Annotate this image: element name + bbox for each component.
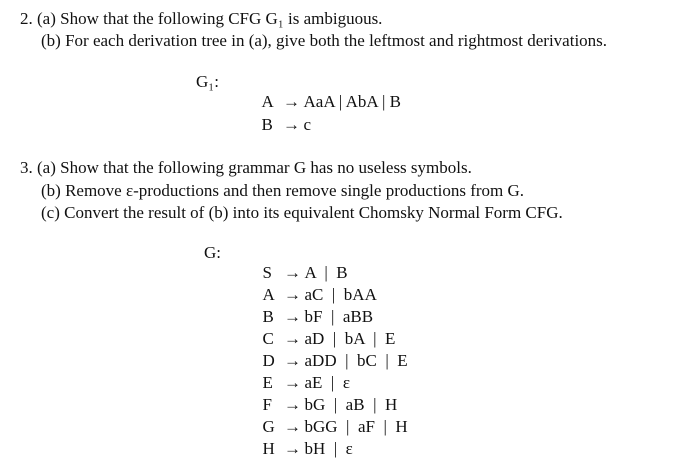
q2-grammar-label: G₁: (196, 72, 219, 91)
production-rhs: bH | ε (304, 439, 353, 458)
q2-part-b: (b) For each derivation tree in (a), give both the leftmost and rightmost derivations. (41, 31, 608, 50)
production-rhs: bGG | aF | H (304, 417, 408, 436)
arrow-icon: → (284, 417, 301, 436)
q3-production-H (254, 419, 353, 459)
production-lhs: E (262, 373, 273, 392)
arrow-icon: → (284, 373, 301, 392)
arrow-icon: → (283, 115, 300, 134)
arrow-icon: → (284, 351, 301, 370)
production-lhs: C (262, 329, 274, 348)
q3-part-b: (b) Remove ε-productions and then remove single productions from G. (41, 181, 525, 200)
arrow-icon: → (284, 395, 301, 414)
q2-part-a: 2. (a) Show that the following CFG G₁ is ambiguous. (20, 9, 383, 28)
arrow-icon: → (284, 329, 301, 348)
production-rhs: aDD | bC | E (304, 351, 408, 370)
production-lhs: A (261, 92, 274, 111)
production-rhs: A | B (304, 263, 348, 282)
q2-production-B (253, 95, 311, 135)
production-lhs: B (261, 115, 273, 134)
production-rhs: bG | aB | H (304, 395, 398, 414)
production-lhs: B (262, 307, 274, 326)
arrow-icon: → (284, 263, 301, 282)
production-lhs: G (262, 417, 275, 436)
production-rhs: AaA | AbA | B (303, 92, 401, 111)
production-rhs: aC | bAA (304, 285, 377, 304)
production-lhs: D (262, 351, 275, 370)
production-lhs: H (262, 439, 275, 458)
arrow-icon: → (284, 439, 301, 458)
production-rhs: aE | ε (304, 373, 350, 392)
q3-part-a: 3. (a) Show that the following grammar G has no useless symbols. (20, 158, 472, 177)
production-rhs: aD | bA | E (304, 329, 396, 348)
production-lhs: F (262, 395, 272, 414)
production-rhs: bF | aBB (304, 307, 374, 326)
arrow-icon: → (284, 285, 301, 304)
q3-grammar-label: G: (204, 243, 221, 262)
production-lhs: S (262, 263, 272, 282)
arrow-icon: → (284, 307, 301, 326)
arrow-icon: → (283, 92, 300, 111)
production-lhs: A (262, 285, 275, 304)
q3-part-c: (c) Convert the result of (b) into its equivalent Chomsky Normal Form CFG. (41, 203, 563, 222)
production-rhs: c (303, 115, 312, 134)
